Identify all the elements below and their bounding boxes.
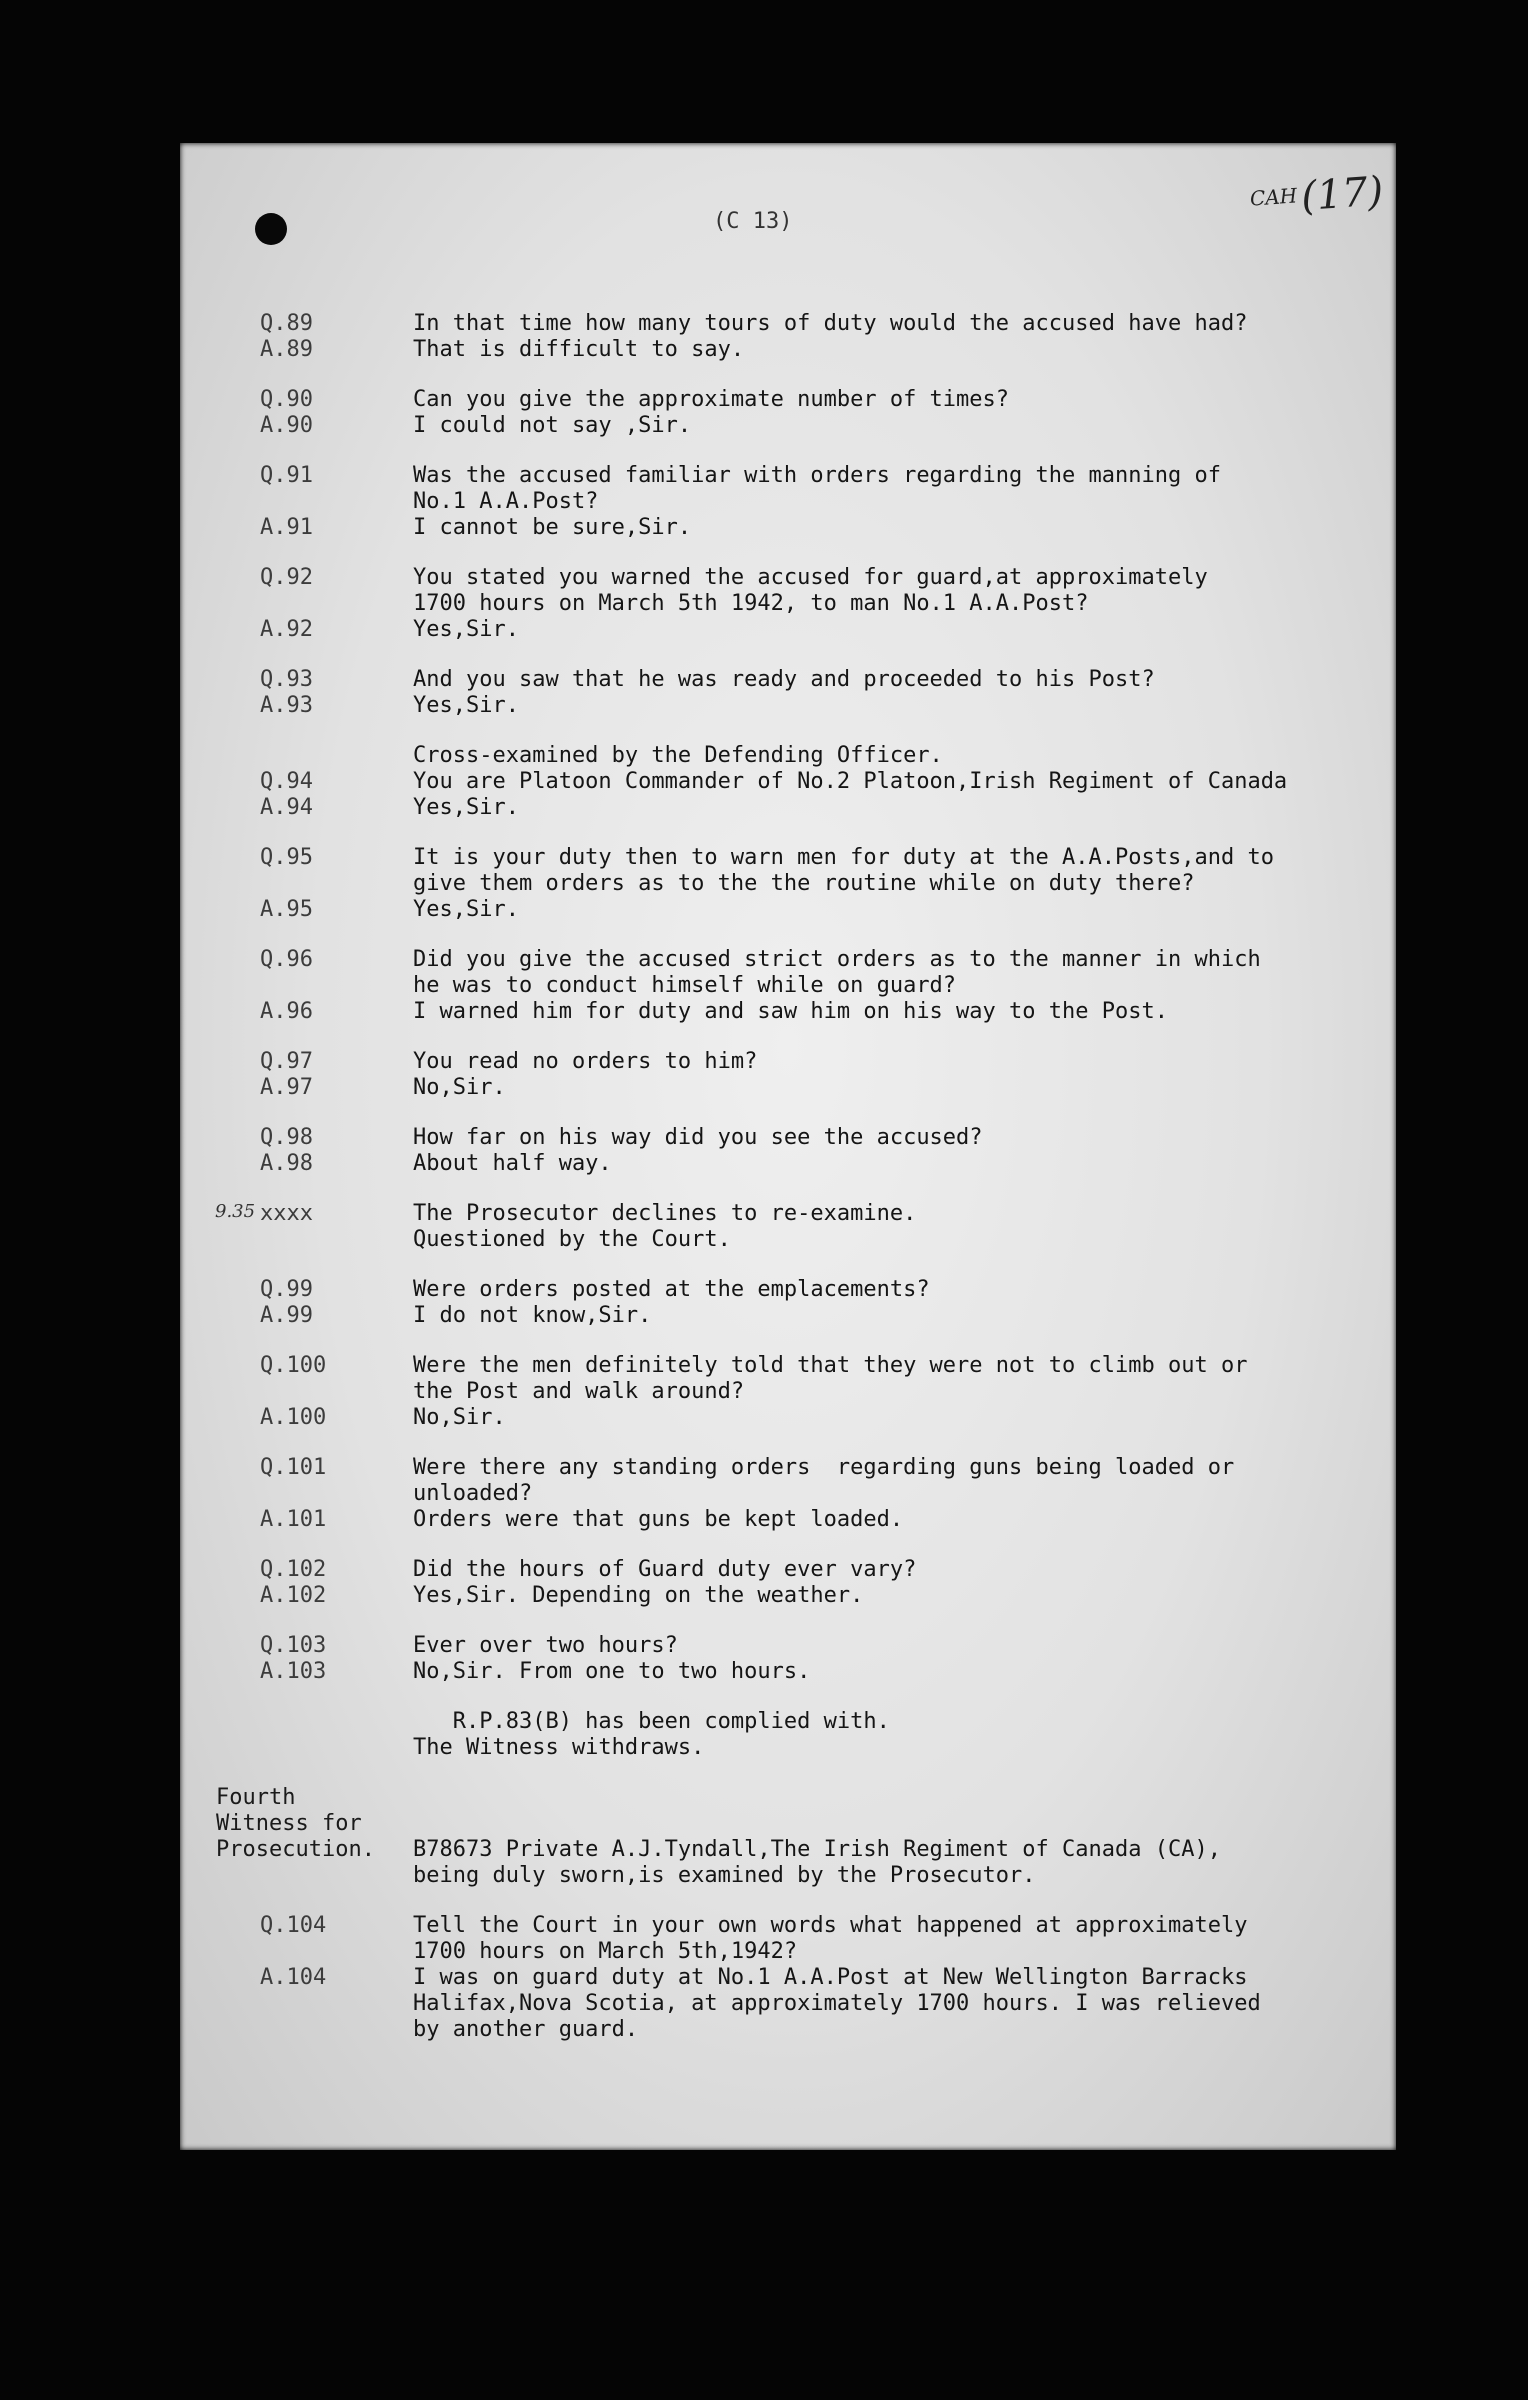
transcript-text: Halifax,Nova Scotia, at approximately 1700 hours. I was relieved (413, 1991, 1261, 2016)
question-answer-number: A.100 (260, 1405, 327, 1430)
question-answer-number: A.91 (260, 515, 313, 540)
transcript-text: About half way. (413, 1151, 612, 1176)
question-answer-number: Q.89 (260, 311, 313, 336)
testimony-transcript (180, 311, 1396, 2067)
transcript-text: the Post and walk around? (413, 1379, 745, 1404)
witness-label (180, 1863, 413, 1889)
transcript-line (180, 1507, 1396, 1533)
qa-entry (180, 845, 1396, 923)
transcript-line (180, 413, 1396, 439)
transcript-text: That is difficult to say. (413, 337, 745, 362)
transcript-line (180, 743, 1396, 769)
transcript-text: Cross-examined by the Defending Officer. (413, 743, 943, 768)
transcript-text: I was on guard duty at No.1 A.A.Post at New Wellington Barracks (413, 1965, 1248, 1990)
transcript-line (180, 1811, 1396, 1837)
transcript-text: Yes,Sir. (413, 693, 519, 718)
question-answer-number: Q.99 (260, 1277, 313, 1302)
transcript-text: Yes,Sir. (413, 617, 519, 642)
qa-entry (180, 387, 1396, 439)
transcript-line (180, 2017, 1396, 2043)
transcript-text: The Witness withdraws. (413, 1735, 705, 1760)
qa-entry (180, 1913, 1396, 2043)
question-answer-number: Q.91 (260, 463, 313, 488)
question-answer-number: A.89 (260, 337, 313, 362)
qa-entry (180, 1277, 1396, 1329)
question-answer-number (180, 871, 413, 897)
transcript-text: he was to conduct himself while on guard? (413, 973, 957, 998)
document-page (180, 143, 1396, 2150)
transcript-line (180, 769, 1396, 795)
qa-entry (180, 565, 1396, 643)
qa-entry (180, 1125, 1396, 1177)
transcript-line (180, 999, 1396, 1025)
transcript-text: unloaded? (413, 1481, 533, 1506)
transcript-line (180, 1659, 1396, 1685)
qa-entry (180, 1557, 1396, 1609)
handwritten-page-number (1249, 168, 1385, 223)
question-answer-number: Q.93 (260, 667, 313, 692)
transcript-line (180, 311, 1396, 337)
qa-entry (180, 463, 1396, 541)
question-answer-number (180, 1379, 413, 1405)
transcript-text: Did you give the accused strict orders as to the manner in which (413, 947, 1261, 972)
transcript-text: I warned him for duty and saw him on his way to the Post. (413, 999, 1168, 1024)
transcript-text: Yes,Sir. Depending on the weather. (413, 1583, 864, 1608)
transcript-line (180, 1939, 1396, 1965)
transcript-line (180, 1227, 1396, 1253)
question-answer-number: Q.92 (260, 565, 313, 590)
transcript-text: I could not say ,Sir. (413, 413, 692, 438)
qa-entry (180, 1201, 1396, 1253)
transcript-text: R.P.83(B) has been complied with. (413, 1709, 890, 1734)
transcript-text: You read no orders to him? (413, 1049, 758, 1074)
transcript-line (180, 973, 1396, 999)
transcript-line (180, 795, 1396, 821)
transcript-line (180, 1965, 1396, 1991)
transcript-text (413, 1811, 1373, 1837)
transcript-line (180, 1405, 1396, 1431)
qa-entry (180, 1633, 1396, 1685)
transcript-line (180, 1353, 1396, 1379)
question-answer-number: Q.96 (260, 947, 313, 972)
transcript-line (180, 1125, 1396, 1151)
question-answer-number (180, 1991, 413, 2017)
transcript-text: No.1 A.A.Post? (413, 489, 599, 514)
transcript-text: Were there any standing orders regarding guns being loaded or (413, 1455, 1235, 1480)
question-answer-number (180, 489, 413, 515)
question-answer-number: A.93 (260, 693, 313, 718)
transcript-text: I do not know,Sir. (413, 1303, 652, 1328)
transcript-line (180, 1633, 1396, 1659)
qa-entry (180, 1049, 1396, 1101)
transcript-line (180, 667, 1396, 693)
transcript-line (180, 1583, 1396, 1609)
question-answer-number: A.101 (260, 1507, 327, 1532)
transcript-text: No,Sir. (413, 1405, 506, 1430)
transcript-text: Yes,Sir. (413, 897, 519, 922)
qa-entry (180, 667, 1396, 719)
transcript-line (180, 337, 1396, 363)
transcript-text: give them orders as to the the routine while on duty there? (413, 871, 1195, 896)
witness-entry (180, 1785, 1396, 1889)
transcript-text: And you saw that he was ready and proceeded to his Post? (413, 667, 1155, 692)
question-answer-number (180, 1939, 413, 1965)
handwritten-number: (17) (1299, 168, 1385, 221)
transcript-line (180, 1837, 1396, 1863)
question-answer-number (180, 743, 413, 769)
transcript-line (180, 515, 1396, 541)
transcript-line (180, 1991, 1396, 2017)
transcript-line (180, 1075, 1396, 1101)
transcript-line (180, 897, 1396, 923)
transcript-line (180, 1303, 1396, 1329)
question-answer-number: A.99 (260, 1303, 313, 1328)
handwritten-initials: CAH (1249, 183, 1298, 211)
witness-label: Witness for (216, 1811, 362, 1836)
transcript-line (180, 1049, 1396, 1075)
transcript-text: Can you give the approximate number of times? (413, 387, 1010, 412)
question-answer-number: A.103 (260, 1659, 327, 1684)
question-answer-number: A.92 (260, 617, 313, 642)
transcript-text (413, 1785, 1373, 1811)
transcript-line (180, 1913, 1396, 1939)
question-answer-number: A.94 (260, 795, 313, 820)
question-answer-number: A.90 (260, 413, 313, 438)
transcript-text: I cannot be sure,Sir. (413, 515, 692, 540)
transcript-line (180, 565, 1396, 591)
transcript-text: In that time how many tours of duty would the accused have had? (413, 311, 1248, 336)
transcript-line (180, 1863, 1396, 1889)
question-answer-number: A.95 (260, 897, 313, 922)
transcript-text: Was the accused familiar with orders regarding the manning of (413, 463, 1221, 488)
qa-entry (180, 311, 1396, 363)
question-answer-number: A.97 (260, 1075, 313, 1100)
transcript-line (180, 1709, 1396, 1735)
question-answer-number: A.96 (260, 999, 313, 1024)
question-answer-number: A.98 (260, 1151, 313, 1176)
question-answer-number: A.102 (260, 1583, 327, 1608)
transcript-text: No,Sir. (413, 1075, 506, 1100)
question-answer-number: Q.97 (260, 1049, 313, 1074)
transcript-line (180, 871, 1396, 897)
question-answer-number: Q.95 (260, 845, 313, 870)
qa-entry (180, 1709, 1396, 1761)
punch-hole (255, 213, 287, 245)
question-answer-number (180, 973, 413, 999)
transcript-line (180, 1151, 1396, 1177)
transcript-line (180, 1785, 1396, 1811)
question-answer-number (180, 1709, 413, 1735)
transcript-line (180, 591, 1396, 617)
transcript-text: Were the men definitely told that they were not to climb out or (413, 1353, 1248, 1378)
transcript-text: 1700 hours on March 5th 1942, to man No.1 A.A.Post? (413, 591, 1089, 616)
transcript-text: Questioned by the Court. (413, 1227, 731, 1252)
transcript-line (180, 1201, 1396, 1227)
page-reference: (C 13) (713, 209, 793, 234)
transcript-line (180, 1277, 1396, 1303)
margin-annotation: 9.35 (215, 1201, 256, 1222)
question-answer-number: Q.103 (260, 1633, 327, 1658)
question-answer-number (180, 1227, 413, 1253)
question-answer-number: A.104 (260, 1965, 327, 1990)
question-answer-number: Q.94 (260, 769, 313, 794)
transcript-text: Were orders posted at the emplacements? (413, 1277, 930, 1302)
transcript-text: B78673 Private A.J.Tyndall,The Irish Regiment of Canada (CA), (413, 1837, 1221, 1862)
qa-entry (180, 947, 1396, 1025)
transcript-line (180, 617, 1396, 643)
question-answer-number (180, 591, 413, 617)
transcript-text: by another guard. (413, 2017, 639, 2042)
question-answer-number: Q.104 (260, 1913, 327, 1938)
witness-label: Prosecution. (216, 1837, 375, 1862)
transcript-text: How far on his way did you see the accused? (413, 1125, 983, 1150)
qa-entry (180, 1353, 1396, 1431)
question-answer-number: xxxx (260, 1201, 313, 1226)
question-answer-number: Q.102 (260, 1557, 327, 1582)
transcript-text: Did the hours of Guard duty ever vary? (413, 1557, 917, 1582)
transcript-text: Ever over two hours? (413, 1633, 678, 1658)
question-answer-number: Q.90 (260, 387, 313, 412)
transcript-line (180, 947, 1396, 973)
transcript-text: Tell the Court in your own words what happened at approximately (413, 1913, 1248, 1938)
question-answer-number (180, 2017, 413, 2043)
question-answer-number: Q.100 (260, 1353, 327, 1378)
transcript-text: Yes,Sir. (413, 795, 519, 820)
transcript-line (180, 693, 1396, 719)
qa-entry (180, 1455, 1396, 1533)
transcript-text: The Prosecutor declines to re-examine. (413, 1201, 917, 1226)
question-answer-number (180, 1481, 413, 1507)
transcript-line (180, 1481, 1396, 1507)
transcript-text: You are Platoon Commander of No.2 Platoon,Irish Regiment of Canada (413, 769, 1288, 794)
witness-label: Fourth (216, 1785, 296, 1810)
transcript-line (180, 1455, 1396, 1481)
transcript-text: 1700 hours on March 5th,1942? (413, 1939, 798, 1964)
transcript-line (180, 489, 1396, 515)
transcript-line (180, 1379, 1396, 1405)
transcript-line (180, 463, 1396, 489)
transcript-line (180, 1557, 1396, 1583)
transcript-line (180, 845, 1396, 871)
transcript-line (180, 387, 1396, 413)
transcript-text: You stated you warned the accused for guard,at approximately (413, 565, 1208, 590)
question-answer-number: Q.101 (260, 1455, 327, 1480)
transcript-line (180, 1735, 1396, 1761)
transcript-text: It is your duty then to warn men for duty at the A.A.Posts,and to (413, 845, 1274, 870)
transcript-text: Orders were that guns be kept loaded. (413, 1507, 904, 1532)
qa-entry (180, 743, 1396, 821)
transcript-text: being duly sworn,is examined by the Prosecutor. (413, 1863, 1036, 1888)
question-answer-number: Q.98 (260, 1125, 313, 1150)
transcript-text: No,Sir. From one to two hours. (413, 1659, 811, 1684)
question-answer-number (180, 1735, 413, 1761)
